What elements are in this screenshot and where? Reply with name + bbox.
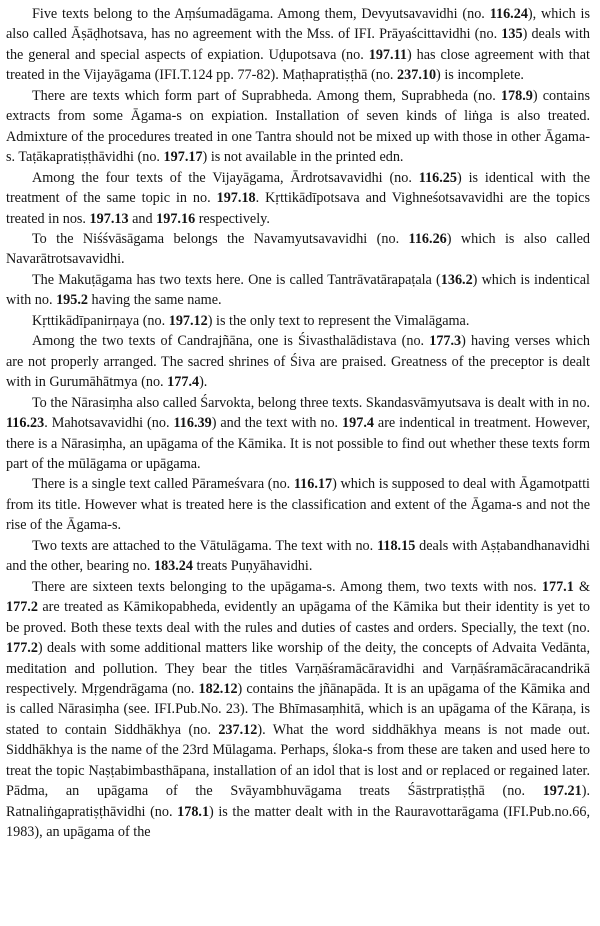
reference-number: 237.10 [397,67,437,84]
text-run: ). What the word siddhākhya means is not made out. Siddhākhya is the name of the 23rd Mūlagama. Perhaps, śloka-s from these are taken and used here to treat the topic Naṣṭabimbasthāpana, installation of an idol that is lost and or replaced or regained later. Pādma, an upāgama of the Svāyambhuvāgama treats Śāstrpratiṣṭhā (no. [6,721,590,800]
text-run: ) contains the jñānapāda. It is an upāgama of the Kāmika and is called Nārasiṃha (see. IFI.Pub.No. 23). The Bhīmasaṃhitā, which is an upāgama of the Kāraṇa, is stated to contain Siddhākhya (no. [6,680,590,738]
text-run: ) contains extracts from some Āgama-s on expiation. Installation of seven kinds of liṅga is also treated. Admixture of the procedures treated in one Tantra should not be mixed up with those in other Āgama-s. Taṭākapratiṣṭhāvidhi (no. [6,87,590,166]
text-run: treats Puṇyāhavidhi. [192,558,313,575]
text-run: Two texts are attached to the Vātulāgama. The text with no. [32,537,378,554]
reference-number: 178.9 [500,87,533,104]
text-run: To the Nārasiṃha also called Śarvokta, belong three texts. Skandasvāmyutsava is dealt with in no. [32,394,590,411]
body-paragraph [6,536,590,577]
reference-number: 135 [501,26,523,43]
reference-number: 197.21 [542,783,582,800]
reference-number: 197.4 [342,415,374,432]
body-paragraph [6,168,590,229]
reference-number: 177.2 [6,640,38,657]
body-paragraph [6,393,590,475]
reference-number: 197.12 [168,312,208,329]
reference-number: 116.17 [293,476,333,493]
text-run: There are texts which form part of Suprabheda. Among them, Suprabheda (no. [32,87,501,104]
text-run: deals with Aṣṭabandhanavidhi and the other, bearing no. [6,537,590,575]
reference-number: 116.25 [418,169,457,186]
body-paragraph [6,86,590,168]
reference-number: 177.4 [167,374,200,391]
text-run: ) is not available in the printed edn. [202,149,404,166]
text-run: To the Niśśvāsāgama belongs the Navamyutsavavidhi (no. [32,230,409,247]
body-paragraph [6,229,590,270]
reference-number: 177.3 [429,333,462,350]
body-paragraph [6,474,590,535]
text-run: ) is the only text to represent the Vimalāgama. [207,312,470,329]
reference-number: 116.39 [173,415,212,432]
reference-number: 136.2 [440,271,473,288]
text-run: respectively. [195,210,270,227]
text-run: ) deals with the general and special aspects of expiation. Uḍupotsava (no. [6,26,590,63]
reference-number: 116.24 [489,6,528,22]
reference-number: 197.16 [156,210,196,227]
reference-number: 197.17 [163,149,203,166]
text-run: Five texts belong to the Aṃśumadāgama. Among them, Devyutsavavidhi (no. [32,6,490,22]
reference-number: 197.13 [89,210,129,227]
body-paragraph [6,4,590,86]
body-paragraph [6,577,590,843]
text-run: Kṛttikādīpanirṇaya (no. [32,312,169,329]
text-run: and [128,210,157,227]
text-run: There is a single text called Pārameśvara (no. [32,476,294,493]
text-run: ) has close agreement with that treated in the Vijayāgama (IFI.T.124 pp. 77-82). Maṭhapratiṣṭhā (no. [6,46,590,84]
text-run: ). [199,374,208,391]
text-run: are indentical in treatment. However, there is a Nārasiṃha, an upāgama of the Kāmika. It is not possible to find out whether these texts form part of the mūlāgama or upāgama. [6,415,591,472]
reference-number: 178.1 [177,803,210,820]
body-paragraph [6,331,590,392]
text-run: ) is identical with the treatment of the same topic in no. [6,169,590,207]
reference-number: 197.11 [368,46,407,63]
reference-number: 237.12 [218,721,258,738]
text-run: ) deals with some additional matters like worship of the deity, the concepts of Advaita Vedānta, meditation and pollution. They bear the titles Varṇāśramācāravidhi and Varṇāśramācāracandrikā respectively. Mṛgendrāgama (no. [6,640,590,697]
text-run: & [573,578,590,595]
text-run: ) is incomplete. [436,67,524,84]
text-run: Among the two texts of Candrajñāna, one is Śivasthalādistava (no. [32,333,430,350]
text-run: ) is the matter dealt with in the Rauravottarāgama (IFI.Pub.no.66, 1983), an upāgama of the [6,803,590,841]
body-paragraph [6,270,590,311]
text-run: having the same name. [87,292,222,309]
body-paragraph [6,311,590,331]
text-run: ). Ratnaliṅgapratiṣṭhāvidhi (no. [6,783,590,820]
reference-number: 183.24 [153,558,193,575]
reference-number: 116.23 [6,415,45,432]
text-run: . Kṛttikādīpotsava and Vighneśotsavavidhi are the topics treated in nos. [6,190,590,227]
reference-number: 118.15 [377,537,416,554]
text-run: The Makuṭāgama has two texts here. One is called Tantrāvatārapaṭala ( [32,271,441,288]
text-run: ), which is also called Āṣāḍhotsava, has no agreement with the Mss. of IFI. Prāyaścittavidhi (no. [6,6,590,43]
reference-number: 197.18 [216,190,256,207]
text-run: ) which is also called Navarātrotsavavidhi. [6,230,590,268]
text-run: Among the four texts of the Vijayāgama, Ārdrotsavavidhi (no. [32,169,419,186]
text-run: ) which is supposed to deal with Āgamotpatti from its title. However what is treated here is the classification and extent of the Āgama-s and not the rise of the Āgama-s. [6,476,590,534]
text-run: ) which is indentical with no. [6,271,590,309]
reference-number: 116.26 [408,230,447,247]
reference-number: 177.2 [6,599,38,616]
text-run: ) and the text with no. [211,415,343,432]
text-run: . Mahotsavavidhi (no. [44,415,174,432]
text-run: ) having verses which are not properly arranged. The sacred shrines of Śiva are praised. Greatness of the preceptor is dealt with in Gurumāhātmya (no. [6,333,590,391]
reference-number: 177.1 [541,578,574,595]
reference-number: 195.2 [56,292,88,309]
text-run: are treated as Kāmikopabheda, evidently an upāgama of the Kāmika but their identity is yet to be proved. Both these texts deal with the rules and duties of castes and orders. Specially, the text (no. [6,599,590,636]
text-run: There are sixteen texts belonging to the upāgama-s. Among them, two texts with nos. [32,578,542,595]
reference-number: 182.12 [198,680,238,697]
